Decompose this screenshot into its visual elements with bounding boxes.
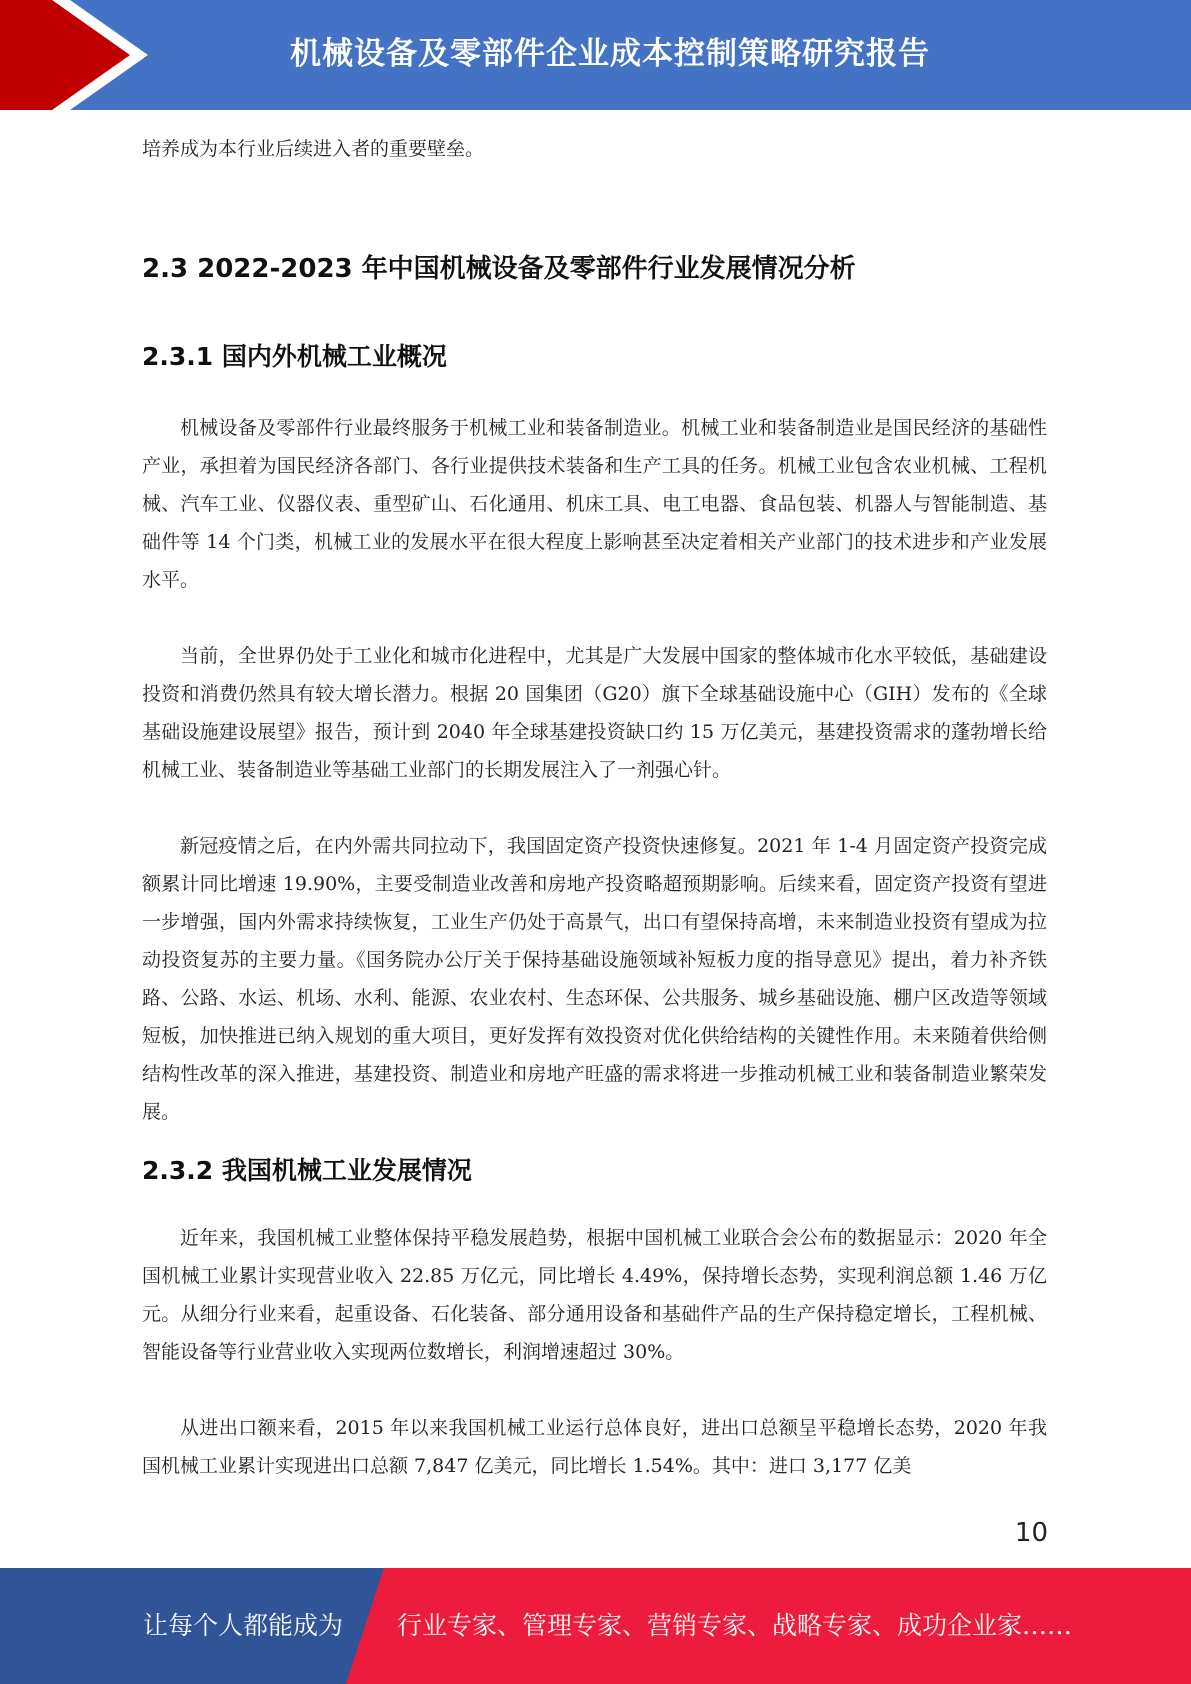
paragraph-2-3-1-b: 当前，全世界仍处于工业化和城市化进程中，尤其是广大发展中国家的整体城市化水平较低，基础建设投资和消费仍然具有较大增长潜力。根据 20 国集团（G20）旗下全球基础设施中心（GIH）发布的《全球基础设施建设展望》报告，预计到 2040 年全球基建投资缺口约 15 万亿美元，基建投资需求的蓬勃增长给机械工业、装备制造业等基础工业部门的长期发展注入了一剂强心针。: [142, 645, 1047, 781]
section-2-3-1-heading: 2.3.1 国内外机械工业概况: [142, 342, 447, 371]
section-2-3-2-heading: 2.3.2 我国机械工业发展情况: [142, 1156, 472, 1185]
section-2-3-heading: 2.3 2022-2023 年中国机械设备及零部件行业发展情况分析: [142, 254, 856, 284]
page-footer: [0, 1568, 1191, 1684]
page-number: 10: [1014, 1518, 1048, 1548]
footer-slogan-left: 让每个人都能成为: [143, 1611, 344, 1640]
paragraph-2-3-2-a: 近年来，我国机械工业整体保持平稳发展趋势，根据中国机械工业联合会公布的数据显示：2020 年全国机械工业累计实现营业收入 22.85 万亿元，同比增长 4.49%，保持增长态势，实现利润总额 1.46 万亿元。从细分行业来看，起重设备、石化装备、部分通用设备和基础件产品的生产保持稳定增长，工程机械、智能设备等行业营业收入实现两位数增长，利润增速超过 30%。: [142, 1227, 1047, 1363]
footer-slogan-right: 行业专家、管理专家、营销专家、战略专家、成功企业家……: [397, 1611, 1073, 1640]
report-title: 机械设备及零部件企业成本控制策略研究报告: [290, 36, 930, 72]
paragraph-2-3-1-c: 新冠疫情之后，在内外需共同拉动下，我国固定资产投资快速修复。2021 年 1-4 月固定资产投资完成额累计同比增速 19.90%，主要受制造业改善和房地产投资略超预期影响。后续来看，固定资产投资有望进一步增强，国内外需求持续恢复，工业生产仍处于高景气，出口有望保持高增，未来制造业投资有望成为拉动投资复苏的主要力量。《国务院办公厅关于保持基础设施领域补短板力度的指导意见》提出，着力补齐铁路、公路、水运、机场、水利、能源、农业农村、生态环保、公共服务、城乡基础设施、棚户区改造等领域短板，加快推进已纳入规划的重大项目，更好发挥有效投资对优化供给结构的关键性作用。未来随着供给侧结构性改革的深入推进，基建投资、制造业和房地产旺盛的需求将进一步推动机械工业和装备制造业繁荣发展。: [142, 835, 1047, 1123]
page-content: [142, 130, 1047, 1485]
lead-paragraph: 培养成为本行业后续进入者的重要壁垒。: [142, 138, 485, 160]
paragraph-2-3-1-a: 机械设备及零部件行业最终服务于机械工业和装备制造业。机械工业和装备制造业是国民经济的基础性产业，承担着为国民经济各部门、各行业提供技术装备和生产工具的任务。机械工业包含农业机械、工程机械、汽车工业、仪器仪表、重型矿山、石化通用、机床工具、电工电器、食品包装、机器人与智能制造、基础件等 14 个门类，机械工业的发展水平在很大程度上影响甚至决定着相关产业部门的技术进步和产业发展水平。: [142, 417, 1047, 591]
header-arrow: [0, 0, 130, 110]
page-header: [0, 0, 1191, 110]
paragraph-2-3-2-b: 从进出口额来看，2015 年以来我国机械工业运行总体良好，进出口总额呈平稳增长态势，2020 年我国机械工业累计实现进出口总额 7,847 亿美元，同比增长 1.54%。其中：进口 3,177 亿美: [142, 1417, 1047, 1477]
